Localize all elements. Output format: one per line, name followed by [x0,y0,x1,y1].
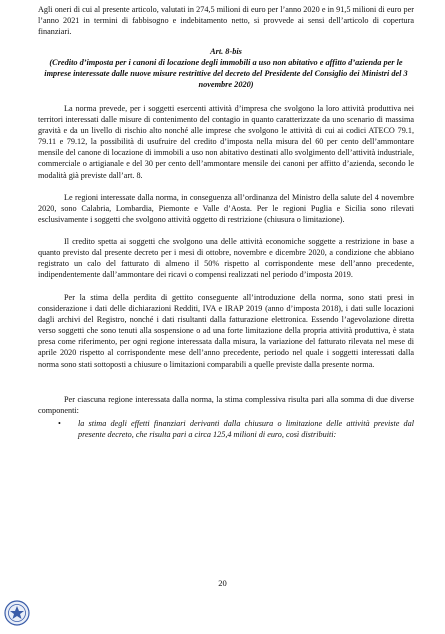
paragraph-2: Le regioni interessate dalla norma, in conseguenza all’ordinanza del Ministro della salute del 4 novembre 2020, sono Calabria, Lombardia, Piemonte e Valle d’Aosta. Per le regioni Puglia e Sicilia sono rilevati esclusivamente i soggetti che svolgono attività oggetto di restrizione (chiusura o limitazione). [38,193,414,225]
paragraph-5: Per ciascuna regione interessata dalla norma, la stima complessiva risulta pari alla somma di due diverse componenti: [38,395,414,416]
paragraph-4: Per la stima della perdita di gettito conseguente all’introduzione della norma, sono stati presi in considerazione i dati delle dichiarazioni Redditi, IVA e IRAP 2019 (anno d’imposta 2018), i dati sulle locazioni dagli archivi del Registro, nonché i dati risultanti dalla fatturazione elettronica. Essendo l’agevolazione diretta verso soggetti che sono tenuti alla sospensione o ad una forte limitazione della propria attività produttiva, è stata presa come riferimento, per ogni regione interessata dalla misura, la variazione del fatturato rilevata nel mese di aprile 2020 rispetto al corrispondente mese dell’anno precedente, periodo nel quale i soggetti interessati dalla norma sono stati sottoposti a chiusure o limitazioni comparabili a quelle previste dalla presente norma. [38,293,414,369]
paragraph-3: Il credito spetta ai soggetti che svolgono una delle attività economiche soggette a restrizione in base a quanto previsto dal presente decreto per i mesi di ottobre, novembre e dicembre 2020, a condizione che abbiano registrato un calo del fatturato di almeno il 50% rispetto al corrispondente mese dell’anno precedente, indipendentemente dall’ammontare dei ricavi o compensi realizzati nel periodo d’imposta 2019. [38,237,414,280]
intro-paragraph: Agli oneri di cui al presente articolo, valutati in 274,5 milioni di euro per l’anno 2020 e in 91,5 milioni di euro per l’anno 2021 in termini di fabbisogno e indebitamento netto, si provvede ai sensi dell’articolo di copertura finanziari. [38,5,414,37]
emblem-seal-icon [4,600,30,626]
page-number: 20 [218,578,227,588]
bullet-text: la stima degli effetti finanziari derivanti dalla chiusura o limitazione delle attività previste dal presente decreto, che risulta pari a circa 125,4 milioni di euro, così distribuiti: [78,419,414,440]
article-number: Art. 8-bis [210,47,242,56]
article-title: (Credito d’imposta per i canoni di locazione degli immobili a uso non abitativo e affitto d’azienda per le imprese interessate dalle nuove misure restrittive del decreto del Presidente del Consiglio dei Ministri del 3 novembre 2020) [44,58,408,89]
paragraph-1: La norma prevede, per i soggetti esercenti attività d’impresa che svolgono la loro attività produttiva nei territori interessati dalle misure di contenimento del contagio in quanto caratterizzate da uno scenario di massima gravità e da un livello di rischio alto nonché alle imprese che svolgono le attività di cui ai codici ATECO 79.1, 79.11 e 79.12, la possibilità di usufruire del credito d’imposta nella misura del 60 per cento dell’ammontare mensile del canone di locazione di immobili a uso non abitativo destinati allo svolgimento dell’attività industriale, commerciale o artigianale e del 30 per cento dell’ammontare mensile dei canoni per affitto d’azienda, secondo le modalità già previste dall’art. 8. [38,104,414,180]
bullet-icon: • [58,419,61,428]
